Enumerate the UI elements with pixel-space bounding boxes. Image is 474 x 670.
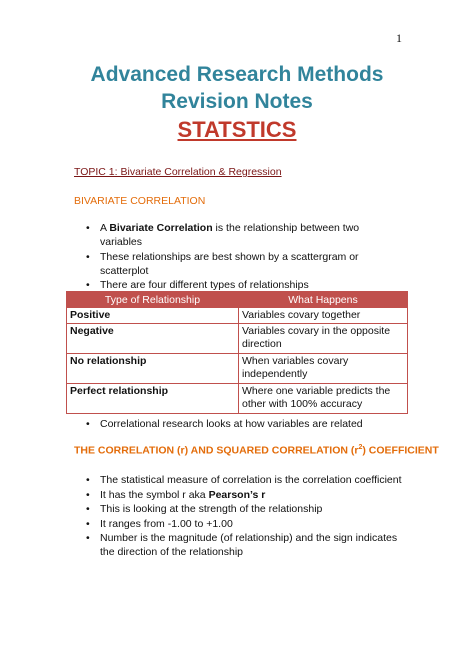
column-header: What Happens bbox=[239, 292, 408, 308]
list-item: • This is looking at the strength of the relationship bbox=[74, 502, 404, 516]
table-cell: Perfect relationship bbox=[67, 384, 239, 414]
table-cell: When variables covary independently bbox=[239, 354, 408, 384]
table-cell: Positive bbox=[67, 308, 239, 324]
table-cell: Variables covary in the opposite direction bbox=[239, 324, 408, 354]
table-row bbox=[67, 308, 408, 324]
column-header: Type of Relationship bbox=[67, 292, 239, 308]
document-subject-title: STATSTICS bbox=[177, 117, 297, 142]
relationship-table bbox=[66, 291, 408, 414]
bivariate-bullet-list bbox=[74, 221, 404, 293]
table-cell: Variables covary together bbox=[239, 308, 408, 324]
section-heading-bivariate: BIVARIATE CORRELATION bbox=[74, 195, 206, 207]
list-item: • It has the symbol r aka Pearson’s r bbox=[74, 488, 404, 502]
list-item: • The statistical measure of correlation is the correlation coefficient bbox=[74, 473, 404, 487]
list-item: • A Bivariate Correlation is the relationship between two variables bbox=[74, 221, 404, 249]
list-item: • Correlational research looks at how variables are related bbox=[74, 417, 404, 431]
document-title-line-1: Advanced Research Methods bbox=[90, 63, 384, 86]
list-item: • It ranges from -1.00 to +1.00 bbox=[74, 517, 404, 531]
table-cell: Where one variable predicts the other with 100% accuracy bbox=[239, 384, 408, 414]
list-item: • These relationships are best shown by a scattergram or scatterplot bbox=[74, 250, 404, 278]
list-item: • Number is the magnitude (of relationship) and the sign indicates the direction of the relationship bbox=[74, 531, 404, 559]
topic-heading: TOPIC 1: Bivariate Correlation & Regression bbox=[74, 166, 282, 178]
table-cell: Negative bbox=[67, 324, 239, 354]
page-number: 1 bbox=[396, 31, 402, 45]
document-title-line-2: Revision Notes bbox=[161, 90, 313, 113]
table-row bbox=[67, 354, 408, 384]
table-row bbox=[67, 324, 408, 354]
table-cell: No relationship bbox=[67, 354, 239, 384]
list-item: • There are four different types of relationships bbox=[74, 278, 404, 292]
table-row bbox=[67, 384, 408, 414]
table-header-row bbox=[67, 292, 408, 308]
section-heading-correlation-coefficient: THE CORRELATION (r) AND SQUARED CORRELATION $(r^2)$ COEFFICIENT bbox=[74, 444, 439, 457]
correlational-bullet-list bbox=[74, 417, 404, 432]
coefficient-bullet-list bbox=[74, 473, 404, 560]
